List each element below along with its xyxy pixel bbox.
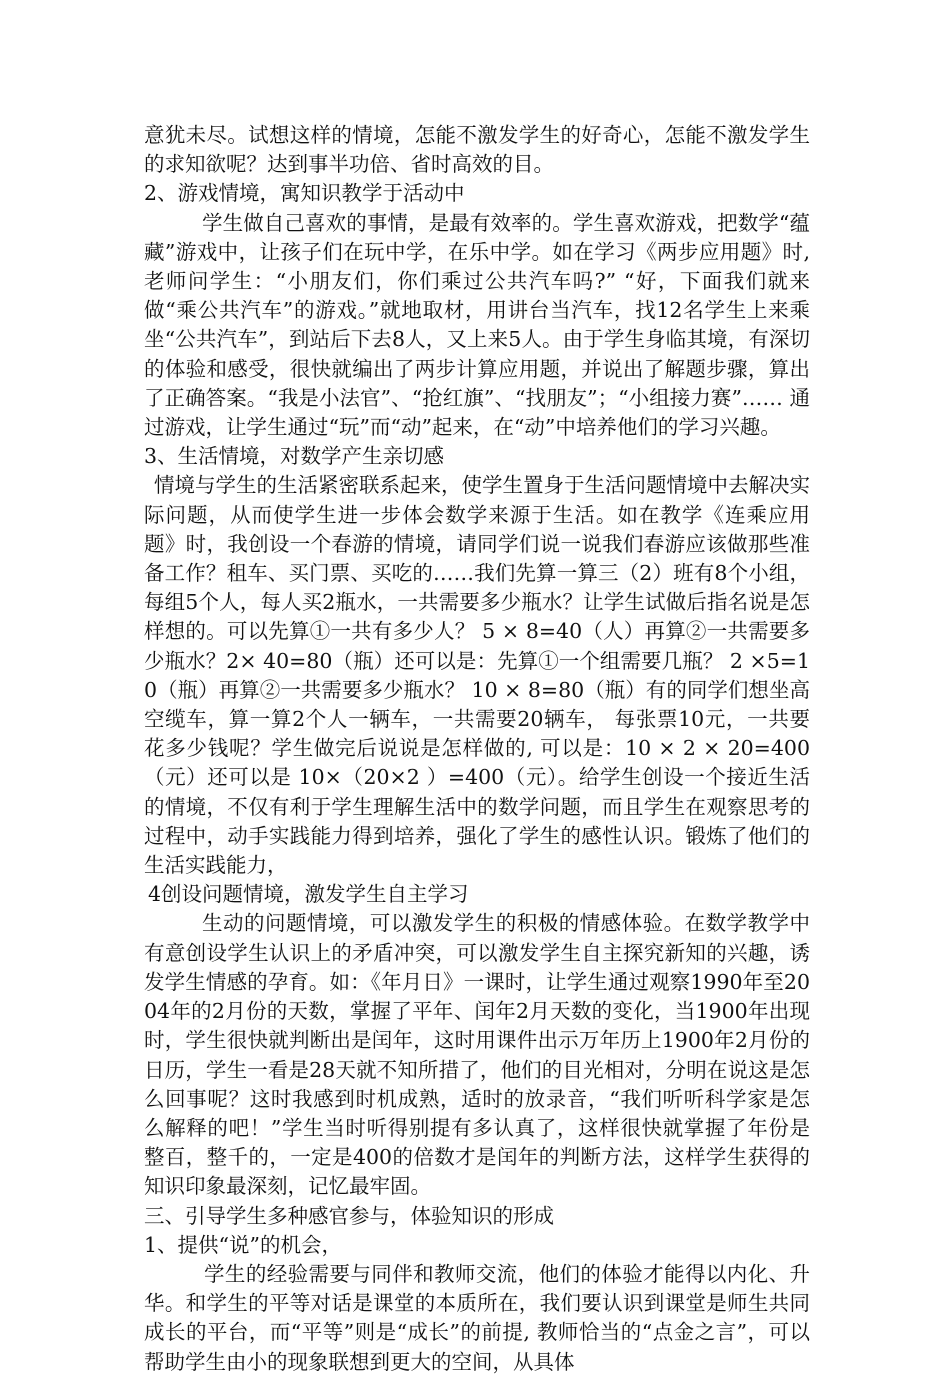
paragraph-problem-situation: 生动的问题情境，可以激发学生的积极的情感体验。在数学教学中有意创设学生认识上的矛盾冲突，可以激发学生自主探究新知的兴趣，诱发学生情感的孕育。如：《年月日》一课时，让学生通过观察1990年至2004年的2月份的天数，掌握了平年、闰年2月天数的变化，当1900年出现时，学生很快就判断出是闰年，这时用课件出示万年历上1900年2月份的日历，学生一看是28天就不知所措了，他们的目光相对，分明在说这是怎么回事呢？这时我感到时机成熟，适时的放录音，“我们听听科学家是怎么解释的吧！”学生当时听得别提有多认真了，这样很快就掌握了年份是整百，整千的，一定是400的倍数才是闰年的判断方法，这样学生获得的知识印象最深刻，记忆最牢固。	[144, 911, 810, 1199]
heading-game-situation: 2、游戏情境，寓知识教学于活动中	[144, 181, 465, 206]
heading-life-situation: 3、生活情境，对数学产生亲切感	[144, 444, 445, 469]
heading-speaking-opportunity: 1、提供“说”的机会，	[144, 1232, 343, 1257]
paragraph-speaking-opportunity: 学生的经验需要与同伴和教师交流，他们的体验才能得以内化、升华。和学生的平等对话是课堂的本质所在，我们要认识到课堂是师生共同成长的平台，而“平等”则是“成长”的前提, 教师恰当的“点金之言”，可以帮助学生由小的现象联想到更大的空间，从具体	[144, 1261, 810, 1374]
paragraph-intro: 意犹未尽。试想这样的情境，怎能不激发学生的好奇心，怎能不激发学生的求知欲呢？达到事半功倍、省时高效的目。	[144, 123, 810, 177]
heading-problem-situation: 4创设问题情境，激发学生自主学习	[148, 882, 469, 907]
paragraph-life-situation: 情境与学生的生活紧密联系起来，使学生置身于生活问题情境中去解决实际问题，从而使学生进一步体会数学来源于生活。如在教学《连乘应用题》时，我创设一个春游的情境，请同学们说一说我们春游应该做那些准备工作？租车、买门票、买吃的……我们先算一算三（2）班有8个小组，每组5个人，每人买2瓶水，一共需要多少瓶水？让学生试做后指名说是怎样想的。可以先算①一共有多少人？ 5 × 8=40（人）再算②一共需要多少瓶水？2× 40=80（瓶）还可以是：先算①一个组需要几瓶？ 2 ×5=10（瓶）再算②一共需要多少瓶水？ 10 × 8=80（瓶）有的同学们想坐高空缆车，算一算2个人一辆车，一共需要20辆车， 每张票10元，一共要花多少钱呢？学生做完后说说是怎样做的, 可以是：10 × 2 × 20=400（元）还可以是 10×（20×2 ）=400（元）。给学生创设一个接近生活的情境，不仅有利于学生理解生活中的数学问题，而且学生在观察思考的过程中，动手实践能力得到培养，强化了学生的感性认识。锻炼了他们的生活实践能力，	[144, 473, 810, 878]
paragraph-game-situation: 学生做自己喜欢的事情，是最有效率的。学生喜欢游戏，把数学“蕴藏”游戏中，让孩子们在玩中学，在乐中学。如在学习《两步应用题》时,老师问学生：“小朋友们，你们乘过公共汽车吗?” “好，下面我们就来做“乘公共汽车”的游戏。”就地取材，用讲台当汽车，找12名学生上来乘坐“公共汽车”，到站后下去8人，又上来5人。由于学生身临其境，有深切的体验和感受，很快就编出了两步计算应用题，并说出了解题步骤，算出了正确答案。“我是小法官”、“抢红旗”、“找朋友”；“小组接力赛”…… 通过游戏，让学生通过“玩”而“动”起来，在“动”中培养他们的学习兴趣。	[144, 210, 810, 440]
document-body	[144, 121, 810, 1377]
heading-multi-sensory: 三、引导学生多种感官参与，体验知识的形成	[144, 1203, 554, 1228]
